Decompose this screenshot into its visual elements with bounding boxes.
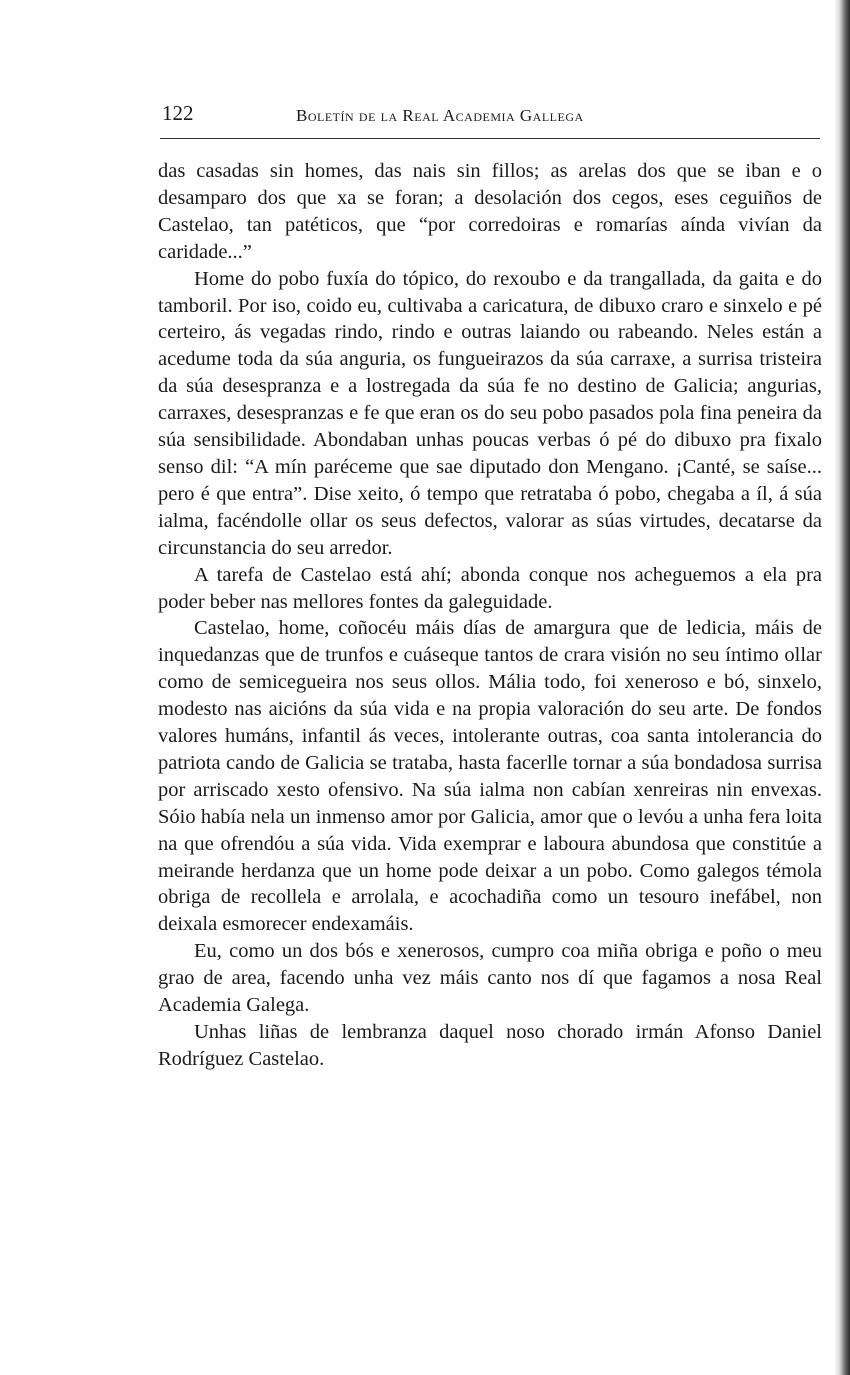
running-header: Boletín de la Real Academia Gallega: [296, 106, 584, 125]
body-text: [158, 158, 822, 1073]
page-edge-shadow: [834, 0, 850, 1375]
paragraph: Eu, como un dos bós e xenerosos, cumpro coa miña obriga e poño o meu grao de area, facendo unha vez máis canto nos dí que fagamos a nosa Real Academia Galega.: [158, 940, 822, 1017]
paragraph: Castelao, home, coñocéu máis días de amargura que de ledicia, máis de inquedanzas que de trunfos e cuáseque tantos de crara visión no seu íntimo ollar como de semicegueira nos seus ollos. Mália todo, foi xeneroso e bó, sinxelo, modesto nas aicións da súa vida e na propia valoración do seu arte. De fondos valores humáns, infantil ás veces, intolerante outras, coa santa intolerancia do patriota cando de Galicia se trataba, hasta facerlle tornar a súa bondadosa surrisa por arriscado xesto ofensivo. Na súa ialma non cabían xenreiras nin envexas. Sóio había nela un inmenso amor por Galicia, amor que o levóu a unha fera loita na que ofrendóu a súa vida. Vida exemprar e laboura abundosa que constitúe a meirande herdanza que un home pode deixar a un pobo. Como galegos témola obriga de recollela e arrolala, e acochadiña como un tesouro inefábel, non deixala esmorecer endexamáis.: [158, 617, 822, 936]
header-rule: [160, 138, 820, 139]
paragraph: A tarefa de Castelao está ahí; abonda conque nos acheguemos a ela pra poder beber nas mellores fontes da galeguidade.: [158, 563, 822, 613]
paragraph: Home do pobo fuxía do tópico, do rexoubo e da trangallada, da gaita e do tamboril. Por iso, coido eu, cultivaba a caricatura, de dibuxo craro e sinxelo e pé certeiro, ás vegadas rindo, rindo e outras laiando ou rabeando. Neles están a acedume toda da súa anguria, os fungueirazos da súa carraxe, a surrisa tristeira da súa desespranza e a lostregada da súa fe no destino de Galicia; angurias, carraxes, desespranzas e fe que eran os do seu pobo pasados pola fina peneira da súa sensibilidade. Abondaban unhas poucas verbas ó pé do dibuxo pra fixalo senso dil: “A mín paréceme que sae diputado don Mengano. ¡Canté, se saíse... pero é que entra”. Dise xeito, ó tempo que retrataba ó pobo, chegaba a íl, á súa ialma, facéndolle ollar os seus defectos, valorar as súas virtudes, decatarse da circunstancia do seu arredor.: [158, 267, 822, 559]
paragraph-continued: das casadas sin homes, das nais sin fillos; as arelas dos que se iban e o desamparo dos que xa se foran; a desolación dos cegos, eses ceguiños de Castelao, tan patéticos, que “por corredoiras e romarías aínda vivían da caridade...”: [158, 160, 822, 263]
page-number: 122: [162, 101, 194, 125]
paragraph: Unhas liñas de lembranza daquel noso chorado irmán Afonso Daniel Rodríguez Castelao.: [158, 1021, 822, 1070]
